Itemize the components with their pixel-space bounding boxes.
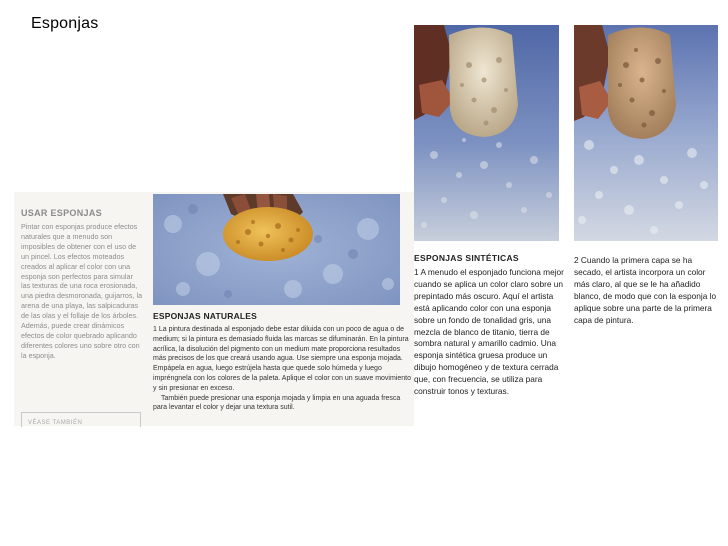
sidebar-heading: USAR ESPONJAS [21,208,102,218]
natural-paragraph-2: También puede presionar una esponja mojada y limpia en una aguada fresca para levantar el color y dejar una textura sutil. [153,394,401,412]
slide-title: Esponjas [31,15,99,32]
synthetic-text: 1 A menudo el esponjado funciona mejor cuando se aplica un color claro sobre un prepintado más oscuro. Aquí el artista está aplicando color con una esponja sobre un fondo de tonalidad gris, una mezcla de blanco de titanio, tierra de sombra natural y amarillo cadmio. Una esponja sintética gruesa produce un dibujo homogéneo y de textura cerrada que, con frecuencia, se utiliza para construir tonos y texturas. [414,267,564,397]
sidebar-column [14,192,142,426]
sidebar-text: Pintar con esponjas produce efectos naturales que a menudo son imposibles de obtener con el uso de un pincel. Los efectos moteados creados al aplicar el color con una esponja son perfectos para simular las texturas de una roca erosionada, una piedra desmoronada, guijarros, la arena de una playa, las salpicaduras de las olas y el follaje de los árboles. Además, puede crear dinámicos efectos de color quebrado aplicando diferentes colores uno sobre otro con la esponja. [21,222,143,360]
synthetic-sponge-photo-1 [414,25,559,241]
see-also-box [21,412,141,427]
natural-paragraph-1: 1 La pintura destinada al esponjado debe estar diluida con un poco de agua o de medium; si la pintura es demasiado fluida las marcas se difuminarán. En la pintura acrílica, la disolución del pigmento con un medium mate proporciona resultados más precisos de los que creará usando agua. Use siempre una esponja mojada. Empápela en agua, luego estrújela hasta que quede solo húmeda y luego impréngnela con los colores de la paleta. Aplique el color con un suave movimiento y sin presionar en exceso. [153,326,411,392]
natural-sponge-photo [153,194,400,305]
synthetic-caption-2: 2 Cuando la primera capa se ha secado, el artista incorpora un color más claro, al que se le ha añadido blanco, de modo que con la esponja lo aplique sobre una parte de la primera capa de pintura. [574,255,717,325]
natural-heading: ESPONJAS NATURALES [153,311,258,321]
see-also-label: VÉASE TAMBIÉN [28,420,83,426]
synthetic-sponge-photo-2 [574,25,718,241]
synthetic-heading: ESPONJAS SINTÉTICAS [414,253,519,263]
synthetic-sponge-illustration-2 [574,25,718,241]
synthetic-sponge-illustration-1 [414,25,559,241]
natural-sponge-illustration [153,194,400,305]
natural-text [153,325,413,413]
left-book-page [14,192,414,426]
